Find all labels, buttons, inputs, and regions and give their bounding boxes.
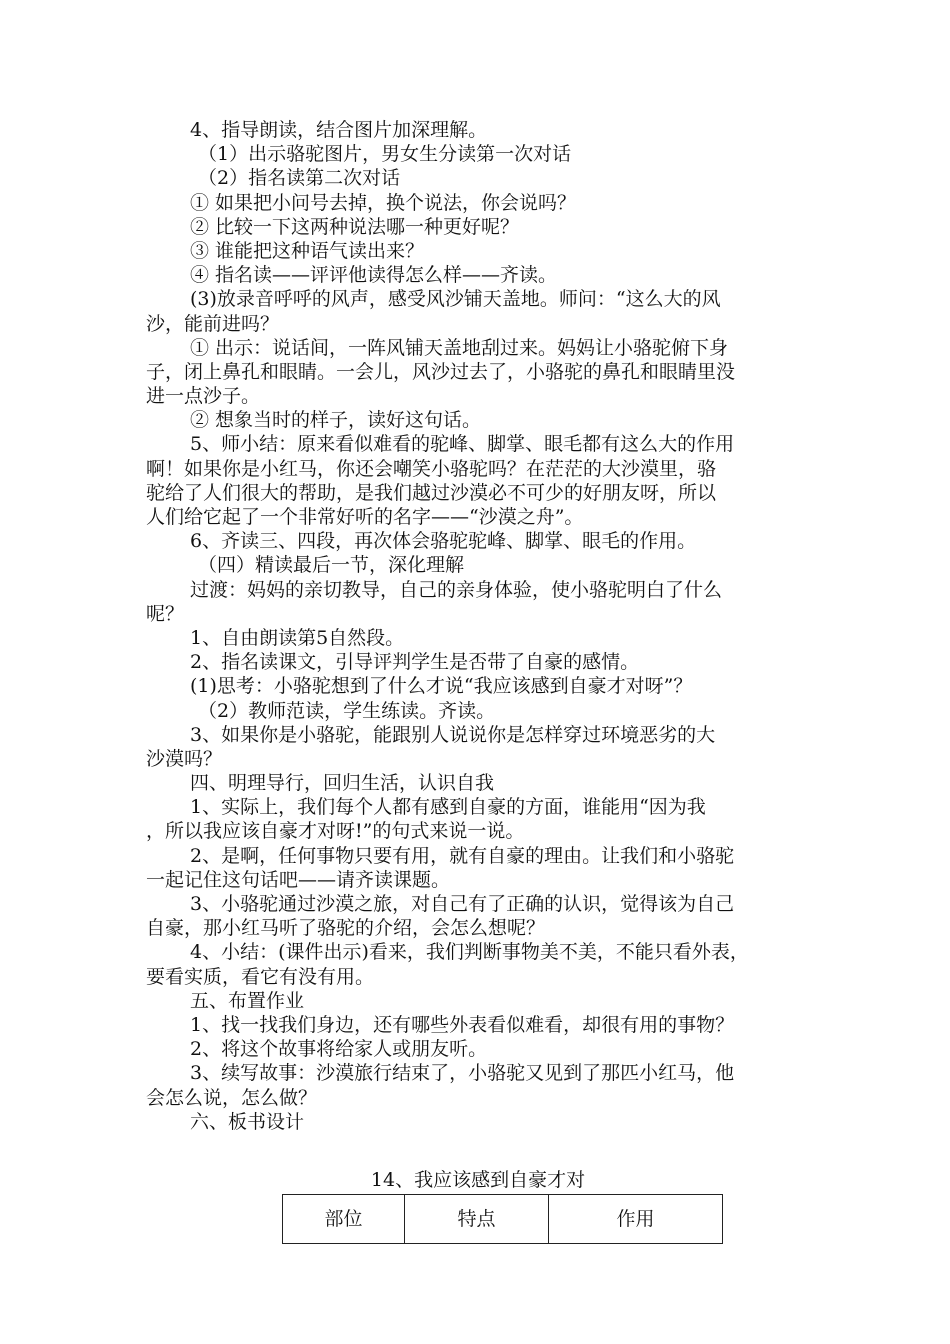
text-line: ② 想象当时的样子，读好这句话。 [190, 409, 482, 432]
text-line: ④ 指名读——评评他读得怎么样——齐读。 [190, 264, 558, 287]
text-line: 要看实质，看它有没有用。 [146, 965, 375, 988]
text-line: ① 如果把小问号去掉，换个说法，你会说吗？ [190, 191, 577, 214]
text-line: 3、小骆驼通过沙漠之旅，对自己有了正确的认识，觉得该为自己 [190, 893, 735, 915]
text-line: （2）指名读第二次对话 [198, 167, 401, 190]
text-line: 1、找一找我们身边，还有哪些外表看似难看，却很有用的事物？ [190, 1013, 735, 1036]
lesson-plan-body [146, 118, 810, 1134]
text-line: 1、实际上，我们每个人都有感到自豪的方面，谁能用“因为我 [190, 796, 706, 819]
table-header-cell: 特点 [405, 1195, 549, 1244]
section-heading: 五、布置作业 [190, 989, 305, 1012]
text-line: ② 比较一下这两种说法哪一种更好呢？ [190, 215, 520, 238]
text-line: 一起记住这句话吧——请齐读课题。 [146, 868, 451, 891]
text-line: 会怎么说，怎么做？ [146, 1086, 318, 1109]
text-line: 2、将这个故事将给家人或朋友听。 [190, 1038, 488, 1061]
text-line: 1、自由朗读第5自然段。 [190, 626, 405, 649]
table-header-cell: 作用 [549, 1195, 723, 1244]
text-line: 6、齐读三、四段，再次体会骆驼驼峰、脚掌、眼毛的作用。 [190, 530, 697, 553]
table-header-row [283, 1195, 723, 1244]
text-line: 啊！如果你是小红马，你还会嘲笑小骆驼吗？在茫茫的大沙漠里，骆 [146, 457, 717, 480]
table-header-cell: 部位 [283, 1195, 405, 1244]
text-line: (3)放录音呼呼的风声，感受风沙铺天盖地。师问：“这么大的风 [190, 288, 721, 311]
text-line: 人们给它起了一个非常好听的名字——“沙漠之舟”。 [146, 506, 584, 528]
text-line: 呢？ [146, 602, 185, 625]
text-line: 驼给了人们很大的帮助，是我们越过沙漠必不可少的好朋友呀，所以 [146, 481, 717, 504]
text-line: 2、指名读课文，引导评判学生是否带了自豪的感情。 [190, 651, 640, 674]
text-line: （2）教师范读，学生练读。齐读。 [198, 699, 496, 722]
text-line: 沙，能前进吗？ [146, 312, 280, 335]
text-line: 3、如果你是小骆驼，能跟别人说说你是怎样穿过环境恶劣的大 [190, 723, 716, 746]
text-line: 4、指导朗读，结合图片加深理解。 [190, 119, 488, 141]
text-line: ① 出示：说话间，一阵风铺天盖地刮过来。妈妈让小骆驼俯下身 [190, 336, 729, 359]
board-design-table [282, 1194, 723, 1244]
text-line: ，所以我应该自豪才对呀!”的句式来说一说。 [146, 820, 525, 843]
section-heading: 六、板书设计 [190, 1110, 305, 1133]
board-design-title: 14、我应该感到自豪才对 [370, 1169, 586, 1191]
text-line: 4、小结：(课件出示)看来，我们判断事物美不美，不能只看外表， [190, 941, 749, 964]
text-line: （1）出示骆驼图片，男女生分读第一次对话 [198, 143, 572, 166]
section-heading: （四）精读最后一节，深化理解 [198, 554, 465, 577]
text-line: 子，闭上鼻孔和眼睛。一会儿，风沙过去了，小骆驼的鼻孔和眼睛里没 [146, 360, 736, 383]
text-line: (1)思考：小骆驼想到了什么才说“我应该感到自豪才对呀”？ [190, 675, 693, 698]
text-line: ③ 谁能把这种语气读出来？ [190, 239, 425, 262]
text-line: 过渡：妈妈的亲切教导，自己的亲身体验，使小骆驼明白了什么 [190, 578, 723, 601]
text-line: 自豪，那小红马听了骆驼的介绍，会怎么想呢？ [146, 917, 546, 940]
text-line: 沙漠吗？ [146, 747, 223, 770]
text-line: 2、是啊，任何事物只要有用，就有自豪的理由。让我们和小骆驼 [190, 844, 735, 867]
text-line: 进一点沙子。 [146, 385, 261, 408]
text-line: 3、续写故事：沙漠旅行结束了，小骆驼又见到了那匹小红马，他 [190, 1062, 735, 1085]
text-line: 5、师小结：原来看似难看的驼峰、脚掌、眼毛都有这么大的作用 [190, 433, 735, 456]
section-heading: 四、明理导行，回归生活，认识自我 [190, 772, 495, 795]
